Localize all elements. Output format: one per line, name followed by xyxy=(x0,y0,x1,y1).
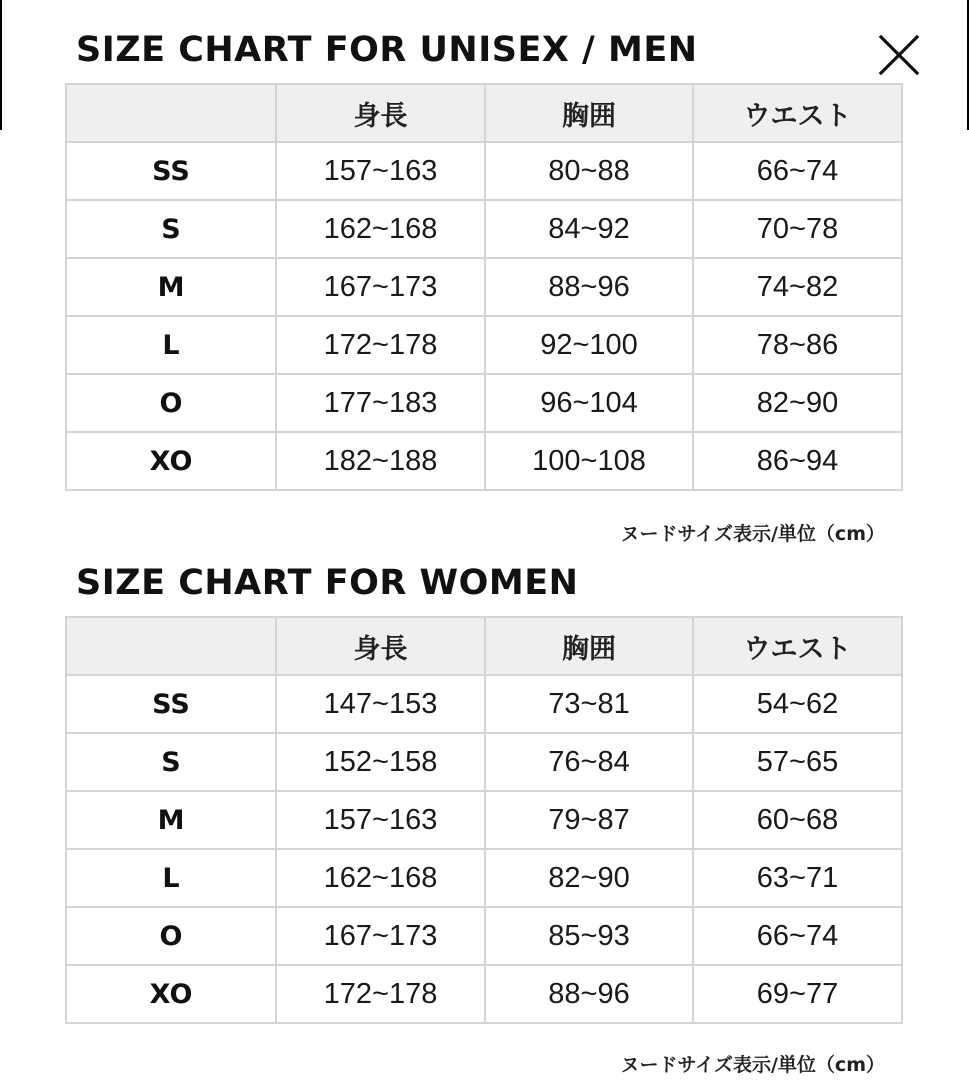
close-button[interactable] xyxy=(876,32,922,78)
height-cell: 157~163 xyxy=(276,142,485,200)
height-cell: 172~178 xyxy=(276,316,485,374)
waist-cell: 70~78 xyxy=(693,200,902,258)
table-row xyxy=(66,849,902,907)
header-chest: 胸囲 xyxy=(485,84,693,142)
size-cell: S xyxy=(66,733,276,791)
chest-cell: 79~87 xyxy=(485,791,693,849)
table-row xyxy=(66,791,902,849)
size-cell: M xyxy=(66,258,276,316)
header-size xyxy=(66,84,276,142)
height-cell: 182~188 xyxy=(276,432,485,490)
header-height: 身長 xyxy=(276,84,485,142)
women-unit-note: ヌードサイズ表示/単位（cm） xyxy=(620,1054,885,1076)
table-header-row xyxy=(66,617,902,675)
waist-cell: 78~86 xyxy=(693,316,902,374)
table-row xyxy=(66,432,902,490)
table-row xyxy=(66,965,902,1023)
size-cell: XO xyxy=(66,432,276,490)
women-chart-title: SIZE CHART FOR WOMEN xyxy=(76,563,579,603)
table-row xyxy=(66,200,902,258)
header-waist: ウエスト xyxy=(693,84,902,142)
chest-cell: 85~93 xyxy=(485,907,693,965)
waist-cell: 82~90 xyxy=(693,374,902,432)
header-chest: 胸囲 xyxy=(485,617,693,675)
height-cell: 162~168 xyxy=(276,200,485,258)
size-cell: S xyxy=(66,200,276,258)
header-waist: ウエスト xyxy=(693,617,902,675)
size-cell: SS xyxy=(66,675,276,733)
table-header-row xyxy=(66,84,902,142)
chest-cell: 76~84 xyxy=(485,733,693,791)
size-cell: O xyxy=(66,907,276,965)
women-size-table xyxy=(65,616,903,1024)
chest-cell: 88~96 xyxy=(485,965,693,1023)
chest-cell: 73~81 xyxy=(485,675,693,733)
chest-cell: 80~88 xyxy=(485,142,693,200)
table-row xyxy=(66,907,902,965)
chest-cell: 84~92 xyxy=(485,200,693,258)
size-cell: XO xyxy=(66,965,276,1023)
chest-cell: 96~104 xyxy=(485,374,693,432)
chest-cell: 100~108 xyxy=(485,432,693,490)
table-row xyxy=(66,374,902,432)
size-cell: L xyxy=(66,316,276,374)
table-row xyxy=(66,733,902,791)
height-cell: 172~178 xyxy=(276,965,485,1023)
waist-cell: 57~65 xyxy=(693,733,902,791)
height-cell: 152~158 xyxy=(276,733,485,791)
waist-cell: 86~94 xyxy=(693,432,902,490)
chest-cell: 82~90 xyxy=(485,849,693,907)
chest-cell: 92~100 xyxy=(485,316,693,374)
men-unit-note: ヌードサイズ表示/単位（cm） xyxy=(620,523,885,545)
table-row xyxy=(66,316,902,374)
table-row xyxy=(66,258,902,316)
height-cell: 162~168 xyxy=(276,849,485,907)
close-x-icon xyxy=(876,32,922,78)
height-cell: 157~163 xyxy=(276,791,485,849)
waist-cell: 66~74 xyxy=(693,142,902,200)
size-cell: L xyxy=(66,849,276,907)
height-cell: 147~153 xyxy=(276,675,485,733)
waist-cell: 69~77 xyxy=(693,965,902,1023)
header-height: 身長 xyxy=(276,617,485,675)
chest-cell: 88~96 xyxy=(485,258,693,316)
height-cell: 167~173 xyxy=(276,907,485,965)
waist-cell: 74~82 xyxy=(693,258,902,316)
waist-cell: 66~74 xyxy=(693,907,902,965)
men-chart-title: SIZE CHART FOR UNISEX / MEN xyxy=(76,30,698,70)
size-cell: M xyxy=(66,791,276,849)
header-size xyxy=(66,617,276,675)
waist-cell: 54~62 xyxy=(693,675,902,733)
size-cell: SS xyxy=(66,142,276,200)
height-cell: 177~183 xyxy=(276,374,485,432)
height-cell: 167~173 xyxy=(276,258,485,316)
frame-border-left xyxy=(0,0,2,130)
table-row xyxy=(66,142,902,200)
waist-cell: 63~71 xyxy=(693,849,902,907)
waist-cell: 60~68 xyxy=(693,791,902,849)
table-row xyxy=(66,675,902,733)
size-cell: O xyxy=(66,374,276,432)
men-size-table xyxy=(65,83,903,491)
